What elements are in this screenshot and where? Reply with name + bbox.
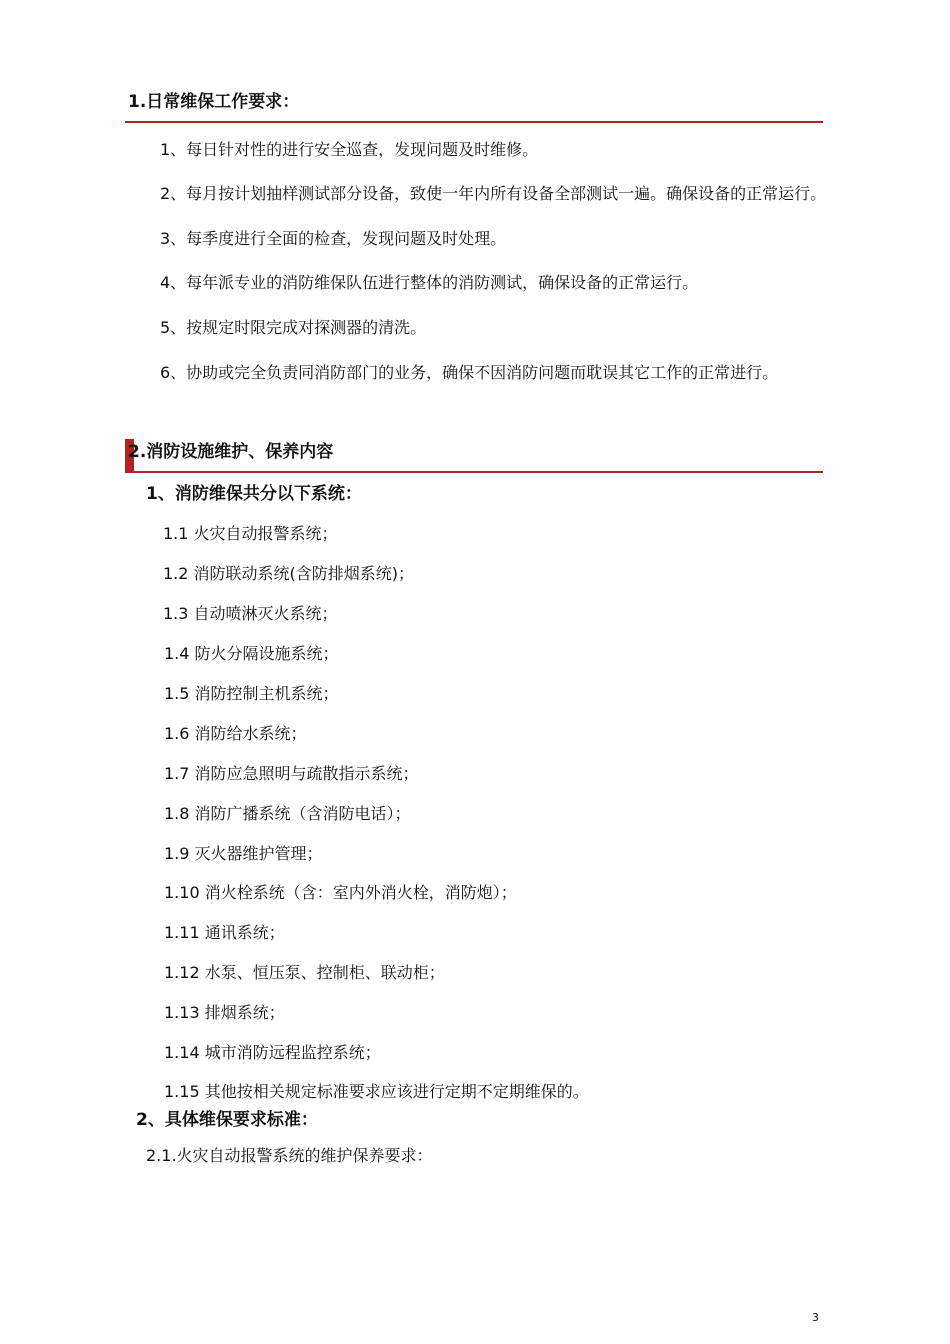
section2-subheading-systems: 1、消防维保共分以下系统： (146, 484, 362, 504)
section1-title: 1.日常维保工作要求： (128, 92, 300, 112)
list-item: 1.8 消防广播系统（含消防电话）； (164, 804, 411, 823)
list-item: 1.11 通讯系统； (164, 923, 285, 942)
list-item: 1.14 城市消防远程监控系统； (164, 1043, 381, 1062)
list-item: 1.1 火灾自动报警系统； (163, 524, 338, 543)
page-number: 3 (812, 1311, 819, 1324)
list-item: 1.10 消火栓系统（含：室内外消火栓，消防炮）； (164, 883, 517, 902)
list-item: 1.12 水泵、恒压泵、控制柜、联动柜； (164, 963, 445, 982)
list-item: 1.15 其他按相关规定标准要求应该进行定期不定期维保的。 (164, 1082, 589, 1101)
section2-rule (125, 471, 823, 473)
subsection-heading: 2.1.火灾自动报警系统的维护保养要求： (146, 1146, 433, 1165)
list-item: 1.7 消防应急照明与疏散指示系统； (164, 764, 419, 783)
list-item: 5、按规定时限完成对探测器的清洗。 (160, 318, 427, 337)
list-item: 1.4 防火分隔设施系统； (164, 644, 339, 663)
list-item: 1.5 消防控制主机系统； (164, 684, 339, 703)
list-item: 3、每季度进行全面的检查，发现问题及时处理。 (160, 229, 507, 248)
list-item: 6、协助或完全负责同消防部门的业务，确保不因消防问题而耽误其它工作的正常进行。 (160, 363, 779, 382)
list-item: 2、每月按计划抽样测试部分设备，致使一年内所有设备全部测试一遍。确保设备的正常运行。 (160, 184, 827, 203)
section1-rule (125, 121, 823, 123)
list-item: 1.13 排烟系统； (164, 1003, 285, 1022)
list-item: 1.3 自动喷淋灭火系统； (163, 604, 338, 623)
section2-title: 2.消防设施维护、保养内容 (128, 442, 334, 462)
list-item: 1.9 灭火器维护管理； (164, 844, 323, 863)
list-item: 1.2 消防联动系统(含防排烟系统)； (163, 564, 415, 583)
list-item: 1.6 消防给水系统； (164, 724, 307, 743)
list-item: 1、每日针对性的进行安全巡查，发现问题及时维修。 (160, 140, 539, 159)
list-item: 4、每年派专业的消防维保队伍进行整体的消防测试，确保设备的正常运行。 (160, 273, 699, 292)
section2-subheading-standards: 2、具体维保要求标准： (136, 1110, 318, 1130)
